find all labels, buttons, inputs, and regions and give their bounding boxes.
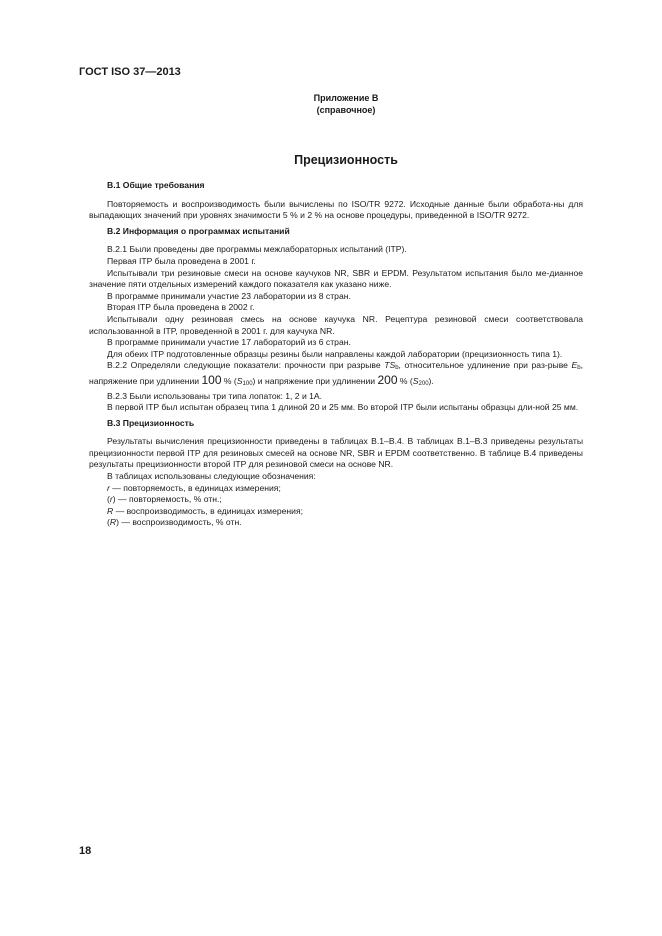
appendix-note: (справочное) [316,105,376,115]
paragraph: В.2.3 Были использованы три типа лопаток: 1, 2 и 1А. [107,390,323,401]
paragraph: В первой ITP был испытан образец типа 1 длиной 20 и 25 мм. Во второй ITP были испытаны образцы дли-ной 25 мм. [107,402,579,413]
paragraph: В таблицах использованы следующие обозначения: [107,471,316,482]
paragraph: Испытывали три резиновые смеси на основе каучуков NR, SBR и EPDM. Результатом испытания было ме-дианное значение пяти отдельных измерений каждого показателя как указано ниже. [89,267,583,290]
definition-item: R — воспроизводимость, в единицах измерения; [107,505,303,516]
paragraph: Первая ITP была проведена в 2001 г. [107,255,256,266]
page-number: 18 [79,845,92,857]
page-title: Прецизионность [294,153,398,167]
definition-item: (R) — воспроизводимость, % отн. [107,517,242,528]
paragraph: В.2.1 Были проведены две программы межлабораторных испытаний (ITP). [107,244,407,255]
paragraph: Повторяемость и воспроизводимость были вычислены по ISO/TR 9272. Исходные данные были обработа-ны для выпадающих значений при уровнях значимости 5 % и 2 % на основе процедуры, приведенной в ISO/TR 9272. [89,198,583,221]
section-heading-b1: В.1 Общие требования [107,180,205,190]
definition-item: (r) — повторяемость, % отн.; [107,494,222,505]
paragraph: В программе принимали участие 17 лабораторий из 6 стран. [107,337,351,348]
standard-header: ГОСТ ISO 37—2013 [79,66,181,78]
definition-item: r — повторяемость, в единицах измерения; [107,482,281,493]
paragraph: Результаты вычисления прецизионности приведены в таблицах В.1–В.4. В таблицах В.1–В.3 приведены результаты прецизионности первой ITP для резиновых смесей на основе NR, SBR и EPDM соответственно. В таблице В.4 приведены результаты прецизионности второй ITP для резиновой смеси на основе NR. [89,436,583,470]
paragraph-measured-properties: В.2.2 Определяли следующие показатели: прочности при разрыве $TS_b$, относительное удлинение при раз-рыве $E_b$, напряжение при удлинении 100 % $(S_{100})$ и напряжение при удлинении 200 % $(S_{200})$. [89,360,584,387]
paragraph: Для обеих ITP подготовленные образцы резины были направлены каждой лаборатории (прецизионность типа 1). [107,348,563,359]
paragraph: Испытывали одну резиновая смесь на основе каучука NR. Рецептура резиновой смеси соответствовала использованной в ITP, проведенной в 2001 г. для каучука NR. [89,313,583,336]
appendix-label: Приложение В [313,93,379,103]
section-heading-b3: В.3 Прецизионность [107,417,195,428]
paragraph: В программе принимали участие 23 лаборатории из 8 стран. [107,290,351,301]
section-heading-b2: В.2 Информация о программах испытаний [107,225,290,236]
paragraph: Вторая ITP была проведена в 2002 г. [107,302,255,313]
document-body [89,180,583,529]
